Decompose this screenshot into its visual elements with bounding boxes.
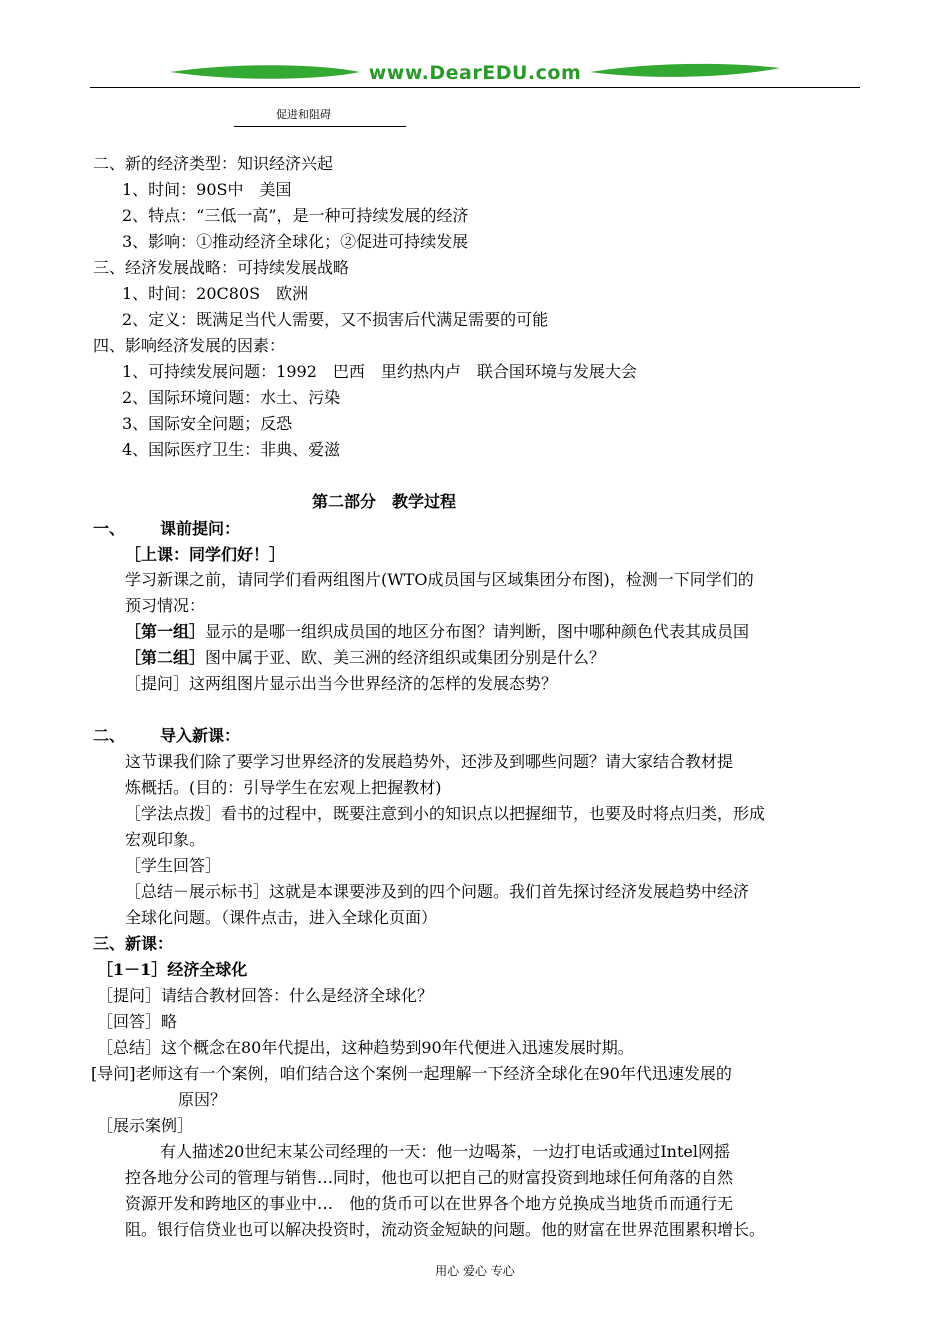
paragraph-line: ［回答］略 [97, 1012, 178, 1031]
list-item: 2、定义：既满足当代人需要，又不损害后代满足需要的可能 [122, 310, 549, 329]
top-note: 促进和阻碍 [276, 108, 331, 121]
paragraph-line: ［学法点拨］看书的过程中，既要注意到小的知识点以把握细节，也要及时将点归类，形成 [125, 804, 766, 823]
paragraph-line: [导问]老师这有一个案例，咱们结合这个案例一起理解一下经济全球化在90年代迅速发展的 [91, 1064, 732, 1083]
paragraph-line: 炼概括。(目的：引导学生在宏观上把握教材) [125, 778, 442, 797]
subsection-heading: ［1－1］经济全球化 [97, 960, 248, 979]
paragraph-line [125, 647, 605, 669]
paragraph-line: 原因？ [178, 1090, 227, 1109]
page-footer: 用心 爱心 专心 [435, 1264, 515, 1278]
note-underline [234, 126, 406, 127]
section-heading: 三、经济发展战略：可持续发展战略 [93, 258, 350, 277]
header-divider [90, 87, 860, 88]
group-question: 图中属于亚、欧、美三洲的经济组织或集团分别是什么？ [205, 648, 606, 667]
paragraph-line: ［总结］这个概念在80年代提出，这种趋势到90年代便进入迅速发展时期。 [97, 1038, 634, 1057]
paragraph-line: 有人描述20世纪末某公司经理的一天：他一边喝茶，一边打电话或通过Intel网摇 [160, 1142, 731, 1161]
list-item: 2、特点：“三低一高”，是一种可持续发展的经济 [122, 206, 469, 225]
paragraph-line [125, 621, 749, 643]
group-label: ［第一组］ [125, 622, 206, 641]
paragraph-line: 预习情况： [125, 596, 206, 615]
section-number: 一、 [93, 519, 126, 538]
section-heading: 三、新课： [93, 934, 174, 953]
site-header-banner [90, 58, 860, 90]
paragraph-line: ［提问］这两组图片显示出当今世界经济的怎样的发展态势？ [125, 674, 558, 693]
list-item: 1、可持续发展问题：1992 巴西 里约热内卢 联合国环境与发展大会 [122, 362, 637, 381]
group-question: 显示的是哪一组织成员国的地区分布图？请判断，图中哪种颜色代表其成员国 [205, 622, 750, 641]
paragraph-line: ［展示案例］ [97, 1116, 194, 1135]
list-item: 1、时间：90S中 美国 [122, 180, 292, 199]
paragraph-line: 全球化问题。（课件点击，进入全球化页面） [125, 908, 438, 927]
paragraph-line: 宏观印象。 [125, 830, 206, 849]
paragraph-line: 学习新课之前，请同学们看两组图片(WTO成员国与区域集团分布图)，检测一下同学们的 [125, 570, 754, 589]
paragraph-line: 资源开发和跨地区的事业中… 他的货币可以在世界各个地方兑换成当地货币而通行无 [125, 1194, 734, 1213]
list-item: 4、国际医疗卫生：非典、爱滋 [122, 440, 341, 459]
paragraph-line: ［总结－展示标书］这就是本课要涉及到的四个问题。我们首先探讨经济发展趋势中经济 [125, 882, 750, 901]
paragraph-line: 这节课我们除了要学习世界经济的发展趋势外，还涉及到哪些问题？请大家结合教材提 [125, 752, 734, 771]
paragraph-line: ［上课：同学们好！］ [125, 545, 286, 564]
section-heading: 导入新课： [160, 726, 241, 745]
paragraph-line: ［学生回答］ [125, 856, 222, 875]
list-item: 3、国际安全问题；反恐 [122, 414, 293, 433]
paragraph-line: 控各地分公司的管理与销售…同时，他也可以把自己的财富投资到地球任何角落的自然 [125, 1168, 734, 1187]
section-heading: 课前提问： [160, 519, 241, 538]
section-number: 二、 [93, 726, 126, 745]
section-heading: 四、影响经济发展的因素： [93, 336, 286, 355]
list-item: 3、影响：①推动经济全球化；②促进可持续发展 [122, 232, 469, 251]
site-logo-text: www.DearEDU.com [368, 62, 582, 84]
group-label: ［第二组］ [125, 648, 206, 667]
paragraph-line: 阻。银行信贷业也可以解决投资时，流动资金短缺的问题。他的财富在世界范围累积增长。 [125, 1220, 766, 1239]
list-item: 2、国际环境问题：水土、污染 [122, 388, 341, 407]
list-item: 1、时间：20C80S 欧洲 [122, 284, 309, 303]
section-heading: 二、新的经济类型：知识经济兴起 [93, 154, 334, 173]
paragraph-line: ［提问］请结合教材回答：什么是经济全球化？ [97, 986, 434, 1005]
part-title: 第二部分 教学过程 [312, 492, 457, 511]
